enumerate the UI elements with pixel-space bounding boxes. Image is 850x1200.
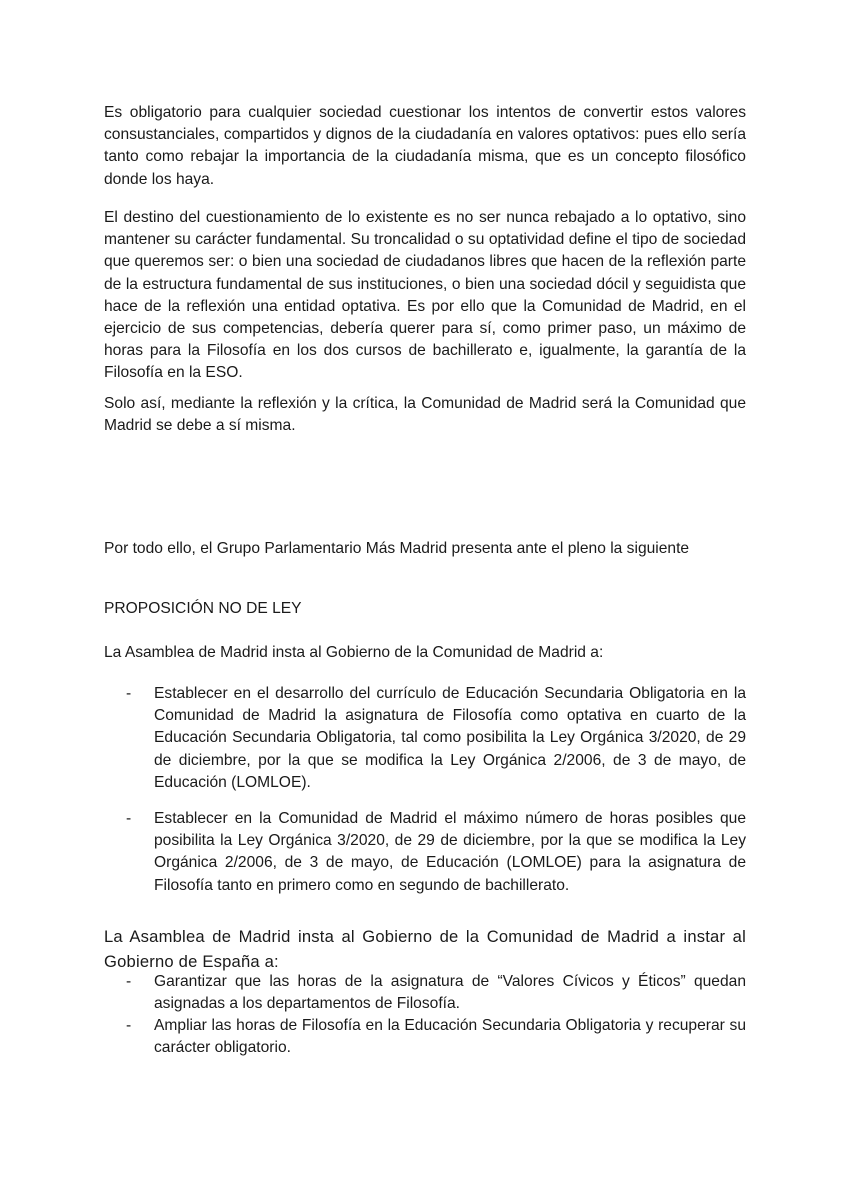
proposal-heading: PROPOSICIÓN NO DE LEY [104, 600, 302, 617]
paragraph-group-presents: Por todo ello, el Grupo Parlamentario Más Madrid presenta ante el pleno la siguiente [104, 540, 690, 557]
national-item-text: Garantizar que las horas de la asignatura de “Valores Cívicos y Éticos” quedan asignadas a los departamentos de Filosofía. [154, 973, 746, 1013]
paragraph-reflection-critique: Solo así, mediante la reflexión y la crítica, la Comunidad de Madrid será la Comunidad que Madrid se debe a sí misma. [104, 395, 746, 435]
national-list-item [104, 1015, 746, 1059]
national-intro: La Asamblea de Madrid insta al Gobierno de la Comunidad de Madrid a instar al Gobierno de España a: [104, 927, 746, 971]
regional-list-item [104, 683, 746, 794]
list-bullet: - [126, 1017, 132, 1034]
list-bullet: - [126, 810, 132, 827]
regional-item-text: Establecer en la Comunidad de Madrid el máximo número de horas posibles que posibilita la Ley Orgánica 3/2020, de 29 de diciembre, por la que se modifica la Ley Orgánica 2/2006, de 3 de mayo, de Educación (LOMLOE) para la asignatura de Filosofía tanto en primero como en segundo de bachillerato. [154, 810, 746, 894]
national-item-text: Ampliar las horas de Filosofía en la Educación Secundaria Obligatoria y recuperar su carácter obligatorio. [154, 1017, 746, 1057]
paragraph-questioning-destiny: El destino del cuestionamiento de lo existente es no ser nunca rebajado a lo optativo, sino mantener su carácter fundamental. Su troncalidad o su optatividad define el tipo de sociedad que queremos ser: o bien una sociedad de ciudadanos libres que hacen de la reflexión parte de la estructura fundamental de sus instituciones, o bien una sociedad dócil y seguidista que hace de la reflexión una entidad optativa. Es por ello que la Comunidad de Madrid, en el ejercicio de sus competencias, debería querer para sí, como primer paso, un máximo de horas para la Filosofía en los dos cursos de bachillerato e, igualmente, la garantía de la Filosofía en la ESO. [104, 209, 746, 382]
regional-intro: La Asamblea de Madrid insta al Gobierno de la Comunidad de Madrid a: [104, 644, 604, 661]
list-bullet: - [126, 973, 132, 990]
regional-item-text: Establecer en el desarrollo del currículo de Educación Secundaria Obligatoria en la Comunidad de Madrid la asignatura de Filosofía como optativa en cuarto de la Educación Secundaria Obligatoria, tal como posibilita la Ley Orgánica 3/2020, de 29 de diciembre, por la que se modifica la Ley Orgánica 2/2006, de 3 de mayo, de Educación (LOMLOE). [154, 685, 746, 791]
national-list-item [104, 971, 746, 1015]
list-bullet: - [126, 685, 132, 702]
regional-list-item [104, 808, 746, 897]
paragraph-citizenship-values: Es obligatorio para cualquier sociedad cuestionar los intentos de convertir estos valores consustanciales, compartidos y dignos de la ciudadanía en valores optativos: pues ello sería tanto como rebajar la importancia de la ciudadanía misma, que es un concepto filosófico donde los haya. [104, 104, 746, 188]
